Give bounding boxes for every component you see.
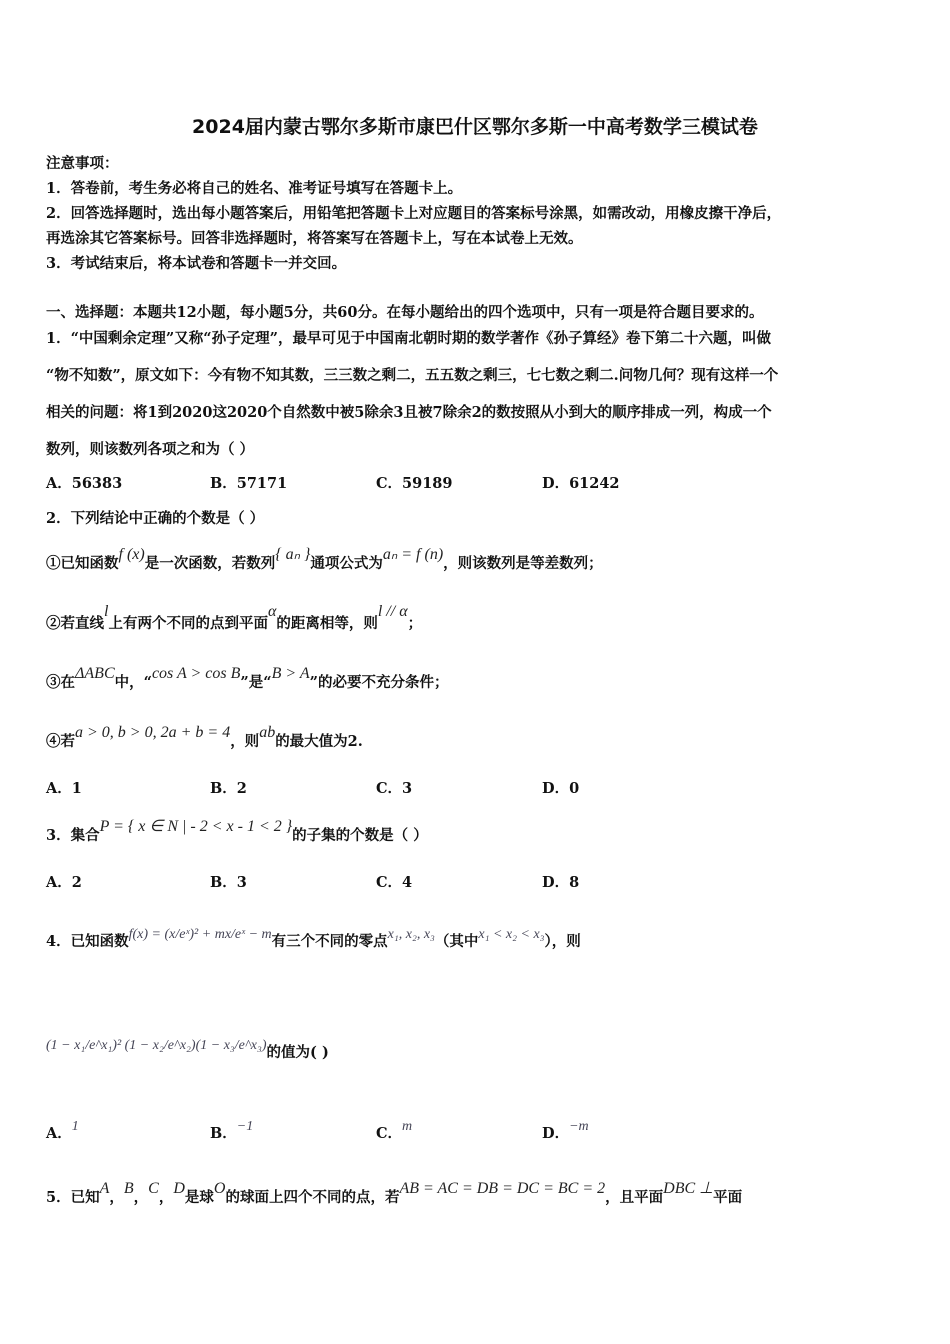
q4-math-zeros: x₁, x₂, x₃ — [387, 927, 435, 942]
page-title: 2024届内蒙古鄂尔多斯市康巴什区鄂尔多斯一中高考数学三模试卷 — [192, 116, 758, 138]
q4-text-c: （其中 — [434, 933, 479, 950]
q4-stem — [46, 927, 581, 951]
q4-math-expression: (1 − x₁/e^x₁)² (1 − x₂/e^x₂)(1 − x₃/e^x₃) — [46, 1038, 267, 1053]
q5-sep-3: ， — [158, 1189, 174, 1206]
q2-statement-3 — [46, 665, 449, 692]
q2-s4-text-a: ④若 — [46, 733, 75, 750]
q2-stem: 2．下列结论中正确的个数是（ ） — [46, 510, 265, 527]
q2-statement-4 — [46, 724, 363, 751]
q2-s3-math-triangle: ΔABC — [75, 665, 115, 682]
q5-math-o: O — [213, 1180, 226, 1197]
q2-s3-text-a: ③在 — [46, 674, 75, 691]
q1-line-1: 1．“中国剩余定理”又称“孙子定理”，最早可见于中国南北朝时期的数学著作《孙子算经》卷下第二十六题，叫做 — [46, 330, 771, 347]
q2-s3-math-angle: B > A — [271, 665, 310, 682]
q5-text-a: 5．已知 — [46, 1189, 100, 1206]
q2-s4-text-b: ，则 — [230, 733, 260, 750]
q3-math-set: P = { x ∈ N | - 2 < x - 1 < 2 } — [99, 818, 293, 835]
q2-s1-text-b: 是一次函数，若数列 — [144, 555, 276, 572]
notice-item-2-cont: 再选涂其它答案标号。回答非选择题时，将答案写在答题卡上，写在本试卷上无效。 — [46, 230, 583, 247]
q5-text-h: 平面 — [713, 1189, 743, 1206]
q2-s4-math-ab: ab — [259, 724, 276, 741]
q2-statement-1 — [46, 546, 603, 573]
q2-s2-math-alpha: α — [267, 603, 277, 620]
q2-s1-math-formula: aₙ = f (n) — [382, 546, 444, 563]
q5-math-c: C — [148, 1180, 159, 1197]
q1-line-4: 数列，则该数列各项之和为（ ） — [46, 441, 255, 458]
q4-text-e: 的值为( ) — [266, 1044, 329, 1061]
q3-option-c: C．4 — [376, 874, 413, 891]
q1-option-b: B．57171 — [210, 475, 288, 492]
q3-text-b: 的子集的个数是（ ） — [292, 827, 428, 844]
q4-text-a: 4．已知函数 — [46, 933, 129, 950]
q2-s2-math-l: l — [104, 603, 109, 620]
q2-option-b: B．2 — [210, 780, 247, 797]
q4-option-c-label: C． — [376, 1125, 403, 1142]
q4-option-a-value: 1 — [71, 1119, 79, 1134]
q2-s2-text-b: 上有两个不同的点到平面 — [108, 615, 268, 632]
q2-s3-text-c: ”是“ — [240, 674, 272, 691]
q2-s3-text-d: ”的必要不充分条件； — [309, 674, 449, 691]
q5-sep-1: ， — [109, 1189, 124, 1206]
q4-option-d-value: −m — [569, 1119, 589, 1134]
section-1-heading: 一、选择题：本题共12小题，每小题5分，共60分。在每小题给出的四个选项中，只有一项是符合题目要求的。 — [46, 304, 764, 321]
q2-s1-math-seq: { aₙ } — [275, 546, 311, 563]
q5-math-d: D — [173, 1180, 185, 1197]
q4-option-a-label: A． — [46, 1125, 72, 1142]
q5-sep-2: ， — [133, 1189, 149, 1206]
q2-s4-text-c: 的最大值为2. — [275, 733, 363, 750]
q3-stem — [46, 818, 428, 845]
q4-option-b — [210, 1119, 254, 1143]
q2-s4-math-cond: a > 0, b > 0, 2a + b = 4 — [75, 724, 231, 741]
q1-option-d: D．61242 — [542, 475, 620, 492]
q2-s2-text-c: 的距离相等，则 — [276, 615, 378, 632]
q1-option-c: C．59189 — [376, 475, 453, 492]
q5-text-g: ，且平面 — [605, 1189, 664, 1206]
q2-s2-text-a: ②若直线 — [46, 615, 104, 632]
q4-math-function: f(x) = (x/eˣ)² + mx/eˣ − m — [128, 927, 272, 942]
q2-statement-2 — [46, 603, 423, 633]
q5-math-a: A — [99, 1180, 110, 1197]
q4-expression-line — [46, 1038, 329, 1062]
q2-s2-math-parallel: l // α — [377, 603, 408, 620]
q3-option-a: A．2 — [46, 874, 82, 891]
q2-option-d: D．0 — [542, 780, 580, 797]
q2-s3-math-cos: cos A > cos B — [151, 665, 241, 682]
q1-option-a: A．56383 — [46, 475, 123, 492]
q5-math-plane: DBC ⊥ — [663, 1180, 714, 1197]
q2-s1-math-fx: f (x) — [118, 546, 145, 563]
notice-item-3: 3．考试结束后，将本试卷和答题卡一并交回。 — [46, 255, 347, 272]
q4-option-c — [376, 1119, 413, 1143]
q2-s1-text-c: 通项公式为 — [310, 555, 383, 572]
q2-s1-text-a: ①已知函数 — [46, 555, 119, 572]
q5-text-e: 是球 — [184, 1189, 214, 1206]
q4-option-b-value: −1 — [236, 1119, 254, 1134]
q3-text-a: 3．集合 — [46, 827, 100, 844]
q4-math-order: x₁ < x₂ < x₃ — [478, 927, 545, 942]
q4-option-d — [542, 1119, 589, 1143]
q5-math-b: B — [123, 1180, 134, 1197]
q5-math-lengths: AB = AC = DB = DC = BC = 2 — [399, 1180, 606, 1197]
q1-line-2: “物不知数”，原文如下：今有物不知其数，三三数之剩二，五五数之剩三，七七数之剩二.问物几何？现有这样一个 — [46, 367, 779, 384]
q4-option-b-label: B． — [210, 1125, 237, 1142]
q3-option-d: D．8 — [542, 874, 580, 891]
q4-option-c-value: m — [402, 1119, 413, 1134]
q1-line-3: 相关的问题：将1到2020这2020个自然数中被5除余3且被7除余2的数按照从小到大的顺序排成一列，构成一个 — [46, 404, 772, 421]
notice-item-1: 1．答卷前，考生务必将自己的姓名、准考证号填写在答题卡上。 — [46, 180, 463, 197]
q2-option-a: A．1 — [46, 780, 82, 797]
q4-option-d-label: D． — [542, 1125, 570, 1142]
q2-s1-text-d: ，则该数列是等差数列； — [443, 555, 603, 572]
q2-s2-text-d: ； — [407, 615, 423, 632]
q5-stem — [46, 1180, 743, 1207]
q5-text-f: 的球面上四个不同的点，若 — [225, 1189, 400, 1206]
q4-option-a — [46, 1119, 79, 1143]
q2-option-c: C．3 — [376, 780, 413, 797]
q3-option-b: B．3 — [210, 874, 247, 891]
q2-s3-text-b: 中，“ — [114, 674, 152, 691]
q4-text-b: 有三个不同的零点 — [271, 933, 388, 950]
q4-text-d: ），则 — [544, 933, 581, 950]
notice-item-2: 2．回答选择题时，选出每小题答案后，用铅笔把答题卡上对应题目的答案标号涂黑，如需改动，用橡皮擦干净后， — [46, 205, 782, 222]
notice-heading: 注意事项： — [46, 155, 119, 172]
